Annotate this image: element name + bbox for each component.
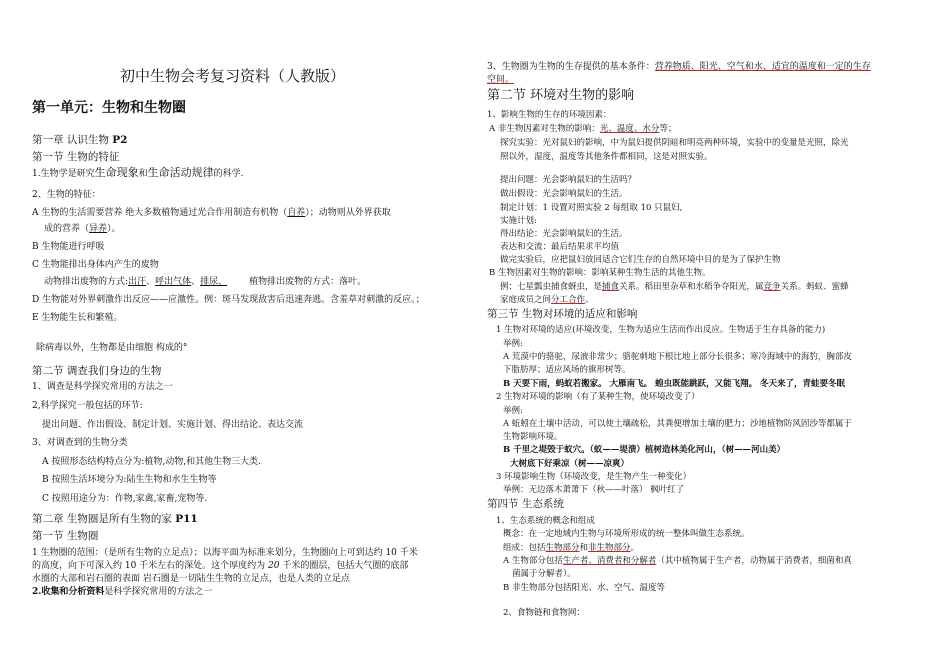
experiment-plan: 制定计划：1 设置对照实验 2 每组取 10 只鼠妇, [500,203,683,213]
experiment-hypothesis: 做出假设：光会影响鼠妇的生活。 [500,189,628,199]
classify-a: A 按照形态结构特点分为:植物,动物,和其他生物三大类. [42,457,261,467]
feature-d: D 生物能对外界刺激作出反应——应激性。例：斑马发现敌害后迅速奔逃。含羞草对刺激的反应。； [32,295,425,305]
experiment-conclusion: 得出结论：光会影响鼠妇的生活。 [500,229,628,239]
section-2-heading: 第二节 调查我们身边的生物 [32,365,162,377]
env-factors: 1、影响生物的生存的环境因素： [487,110,612,120]
chapter-2-heading: 第二章 生物圈是所有生物的家 P11 [32,513,198,525]
change-example: 举例：无边落木萧萧下（秋——叶落） 枫叶红了 [503,485,685,495]
ecosystem-abiotic: B 非生物部分包括阳光、水、空气、温度等 [503,583,665,593]
ecosystem-concept: 概念：在一定地域内生物与环境所形成的统一整体叫做生态系统。 [503,529,750,539]
influence-b-line2: 大树底下好乘凉（树——凉爽） [510,459,630,469]
biotic-example-line2: 家庭成员之间分工合作。 [500,295,594,305]
cell-note: 除病毒以外，生物都是由细胞 构成的° [36,343,188,353]
influence-a-line2: 生物影响环境。 [503,432,563,442]
biosphere-line3: 水圈的大部和岩石圈的表面 岩石圈是一切陆生生物的立足点，也是人类的立足点 [32,574,350,584]
adaptation-b: B 天要下雨，蚂蚁若搬家。 大雁南飞。 蝗虫既能跳跃，又能飞翔。 冬天来了，青蛙要冬眠 [503,379,846,389]
ecosystem-composition: 组成：包括生物部分和非生物部分。 [503,543,640,553]
feature-e: E 生物能生长和繁殖。 [32,313,123,323]
feature-a-line1: A 生物的生活需要营养 绝大多数植物通过光合作用制造有机物（自养）；动物则从外界获取 [32,208,391,218]
influence-intro: 2 生物对环境的影响（有了某种生物，使环境改变了） [496,392,700,402]
influence-a-line1: A 蚯蚓在土壤中活动，可以使土壤疏松，其粪便增加土壤的肥力；沙地植物防风固沙等都属于 [503,419,852,429]
chapter-1-heading: 第一章 认识生物 P2 [32,134,128,146]
basic-conditions-line1: 3、生物圈为生物的生存提供的基本条件：营养物质、阳光、空气和水、适宜的温度和一定的生存 [487,62,871,72]
data-collection-line: 2.收集和分析资料是科学探究常用的方法之一 [32,587,213,597]
experiment-line2: 照以外，湿度，温度等其他条件都相同，这是对照实验。 [500,152,713,162]
unit-heading: 第一单元：生物和生物圈 [32,100,186,116]
experiment-implement: 实施计划: [500,216,537,226]
experiment-question: 提出问题：光会影响鼠妇的生活吗？ [500,175,637,185]
features-heading: 2、生物的特征： [32,190,101,200]
biology-definition: 1.生物学是研究生命现象和生命活动规律的科学. [32,166,244,179]
biotic-example-line1: 例：七星瓢虫捕食蚜虫，是捕食关系。稻田里杂草和水稻争夺阳光，属竞争关系。蚂蚁、蜜蜂 [500,282,849,292]
feature-b: B 生物能进行呼吸 [32,242,105,252]
survey-steps: 提出问题、作出假设、制定计划、实施计划、得出结论、表达交流 [42,420,304,430]
adaptation-a-line1: A 荒漠中的骆驼，尿液非常少；骆驼刺地下根比地上部分长很多；寒冷海域中的海豹，胸部皮 [503,352,852,362]
adaptation-section-heading: 第三节 生物对环境的适应和影响 [487,308,638,320]
classify-c: C 按照用途分为：作物,家禽,家畜,宠物等. [42,494,208,504]
basic-conditions-line2: 空间。 [487,75,515,85]
adaptation-example-label: 举例: [503,339,523,349]
influence-b-line1: B 千里之堤毁于蚁穴。（蚁——堤溃）植树造林美化河山，（树——河山美） [503,445,786,455]
survey-3: 3、对调查到的生物分类 [32,438,128,448]
section-1-heading: 第一节 生物的特征 [32,151,120,163]
biosphere-section-heading: 第一节 生物圈 [32,530,99,542]
survey-2: 2,科学探究一般包括的环节: [32,401,143,411]
environment-section-heading: 第二节 环境对生物的影响 [487,88,635,103]
feature-a-line2: 成的营养（异养）。 [44,224,121,234]
survey-1: 1、调查是科学探究常用的方法之一 [32,382,173,392]
ecosystem-section-heading: 第四节 生态系统 [487,498,564,510]
feature-c: C 生物能排出身体内产生的废物 [32,260,159,270]
classify-b: B 按照生活环境分为:陆生生物和水生生物等 [42,475,217,485]
biosphere-line1: 1 生物圈的范围：（是所有生物的立足点）；以海平面为标准来划分，生物圈向上可到达约 10 千米 [32,548,418,558]
ecosystem-biotic-line2: 菌属于分解者）。 [512,569,576,579]
ecosystem-1: 1、生态系统的概念和组成 [496,516,595,526]
food-chain-heading: 2、食物链和食物网： [503,608,585,618]
change-intro: 3 环境影响生物（环境改变，是生物产生一种变化） [496,472,692,482]
ecosystem-biotic-line1: A 生物部分包括生产者、消费者和分解者（其中植物属于生产者，动物属于消费者，细菌和真 [503,556,852,566]
experiment-after: 做完实验后，应把鼠妇放回适合它们生存的自然环境中目的是为了保护生物 [500,255,781,265]
feature-c-detail: 动物排出废物的方式:出汗、呼出气体、排尿、 植物排出废物的方式：落叶。 [44,277,367,287]
adaptation-a-line2: 下脂肪厚；适应风场的旗形树等。 [503,365,631,375]
abiotic-factors: A 非生物因素对生物的影响：光、温度、水分等； [489,124,677,134]
experiment-line1: 探究实验：光对鼠妇的影响，中为鼠妇提供阴暗和明亮两种环境，实验中的变量是光照，除光 [500,138,849,148]
biosphere-line2: 的高度，向下可深入约 10 千米左右的深处。这个厚度约为 20 千米的圈层，包括大气圈的底部 [32,561,409,571]
influence-example-label: 举例: [503,406,523,416]
document-title: 初中生物会考复习资料（人教版） [120,67,346,85]
biotic-factors: B 生物因素对生物的影响：影响某种生物生活的其他生物。 [489,268,711,278]
adaptation-intro: 1 生物对环境的适应(环境改变，生物为适应生活而作出反应。生物适于生存具备的能力) [496,325,826,335]
experiment-expression: 表达和交流：最后结果求平均值 [500,242,620,252]
